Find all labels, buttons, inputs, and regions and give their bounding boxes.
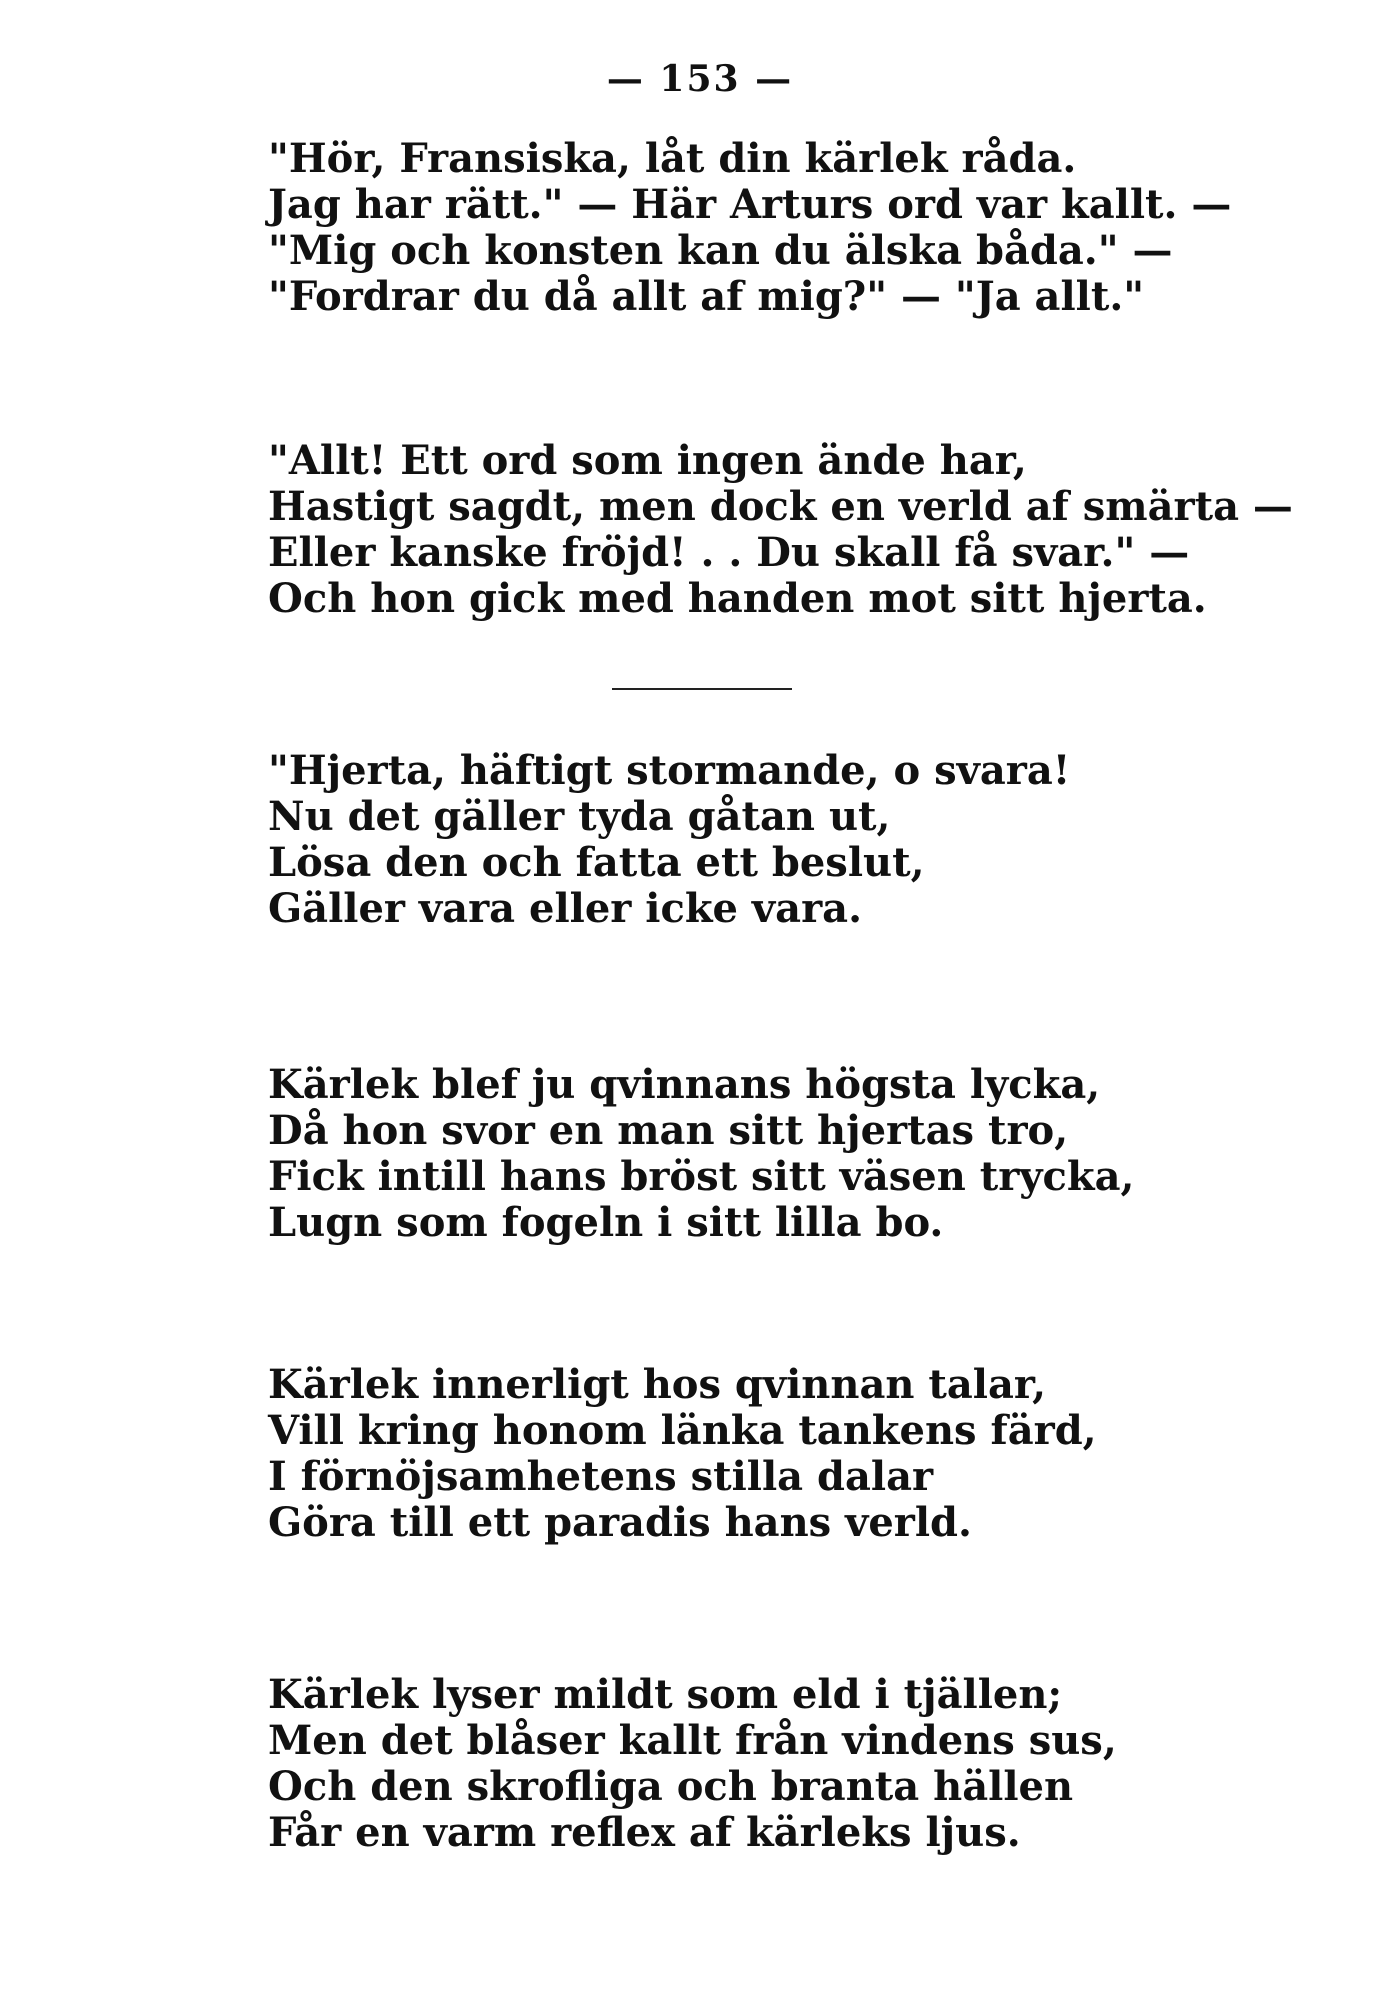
stanza-5 (268, 1362, 1168, 1546)
poem-line: Då hon svor en man sitt hjertas tro, (268, 1107, 1069, 1154)
page-number: — 153 — (606, 58, 794, 100)
section-divider (612, 688, 792, 690)
stanza-6 (268, 1672, 1168, 1856)
poem-line: Kärlek blef ju qvinnans högsta lycka, (268, 1061, 1101, 1108)
poem-line: Fick intill hans bröst sitt väsen trycka, (268, 1153, 1135, 1200)
poem-line: Jag har rätt." — Här Arturs ord var kallt. — (268, 181, 1232, 228)
poem-line: Får en varm reflex af kärleks ljus. (268, 1809, 1021, 1856)
poem-line: Lösa den och fatta ett beslut, (268, 839, 925, 886)
stanza-1 (268, 135, 1232, 320)
poem-line: "Fordrar du då allt af mig?" — "Ja allt." (268, 273, 1145, 320)
poem-line: Göra till ett paradis hans verld. (268, 1499, 972, 1546)
poem-line: Kärlek innerligt hos qvinnan talar, (268, 1361, 1046, 1408)
poem-line: "Allt! Ett ord som ingen ände har, (268, 437, 1027, 484)
poem-line: Kärlek lyser mildt som eld i tjällen; (268, 1671, 1063, 1718)
stanza-4 (268, 1062, 1168, 1246)
poem-line: "Hör, Fransiska, låt din kärlek råda. (268, 135, 1077, 182)
poem-line: "Hjerta, häftigt stormande, o svara! (268, 747, 1071, 794)
stanza-3 (268, 748, 1168, 932)
poem-line: Men det blåser kallt från vindens sus, (268, 1717, 1117, 1764)
poem-line: Gäller vara eller icke vara. (268, 885, 863, 932)
poem-line: Lugn som fogeln i sitt lilla bo. (268, 1199, 944, 1246)
poem-line: Nu det gäller tyda gåtan ut, (268, 793, 891, 840)
poem-line: Vill kring honom länka tankens färd, (268, 1407, 1097, 1454)
poem-line: Hastigt sagdt, men dock en verld af smärta — (268, 483, 1293, 530)
poem-line: I förnöjsamhetens stilla dalar (268, 1453, 934, 1500)
poem-line: Och hon gick med handen mot sitt hjerta. (268, 575, 1207, 622)
poem-line: Och den skrofliga och branta hällen (268, 1763, 1074, 1810)
poem-line: Eller kanske fröjd! . . Du skall få svar." — (268, 529, 1190, 576)
stanza-2 (268, 437, 1293, 622)
poem-line: "Mig och konsten kan du älska båda." — (268, 227, 1173, 274)
